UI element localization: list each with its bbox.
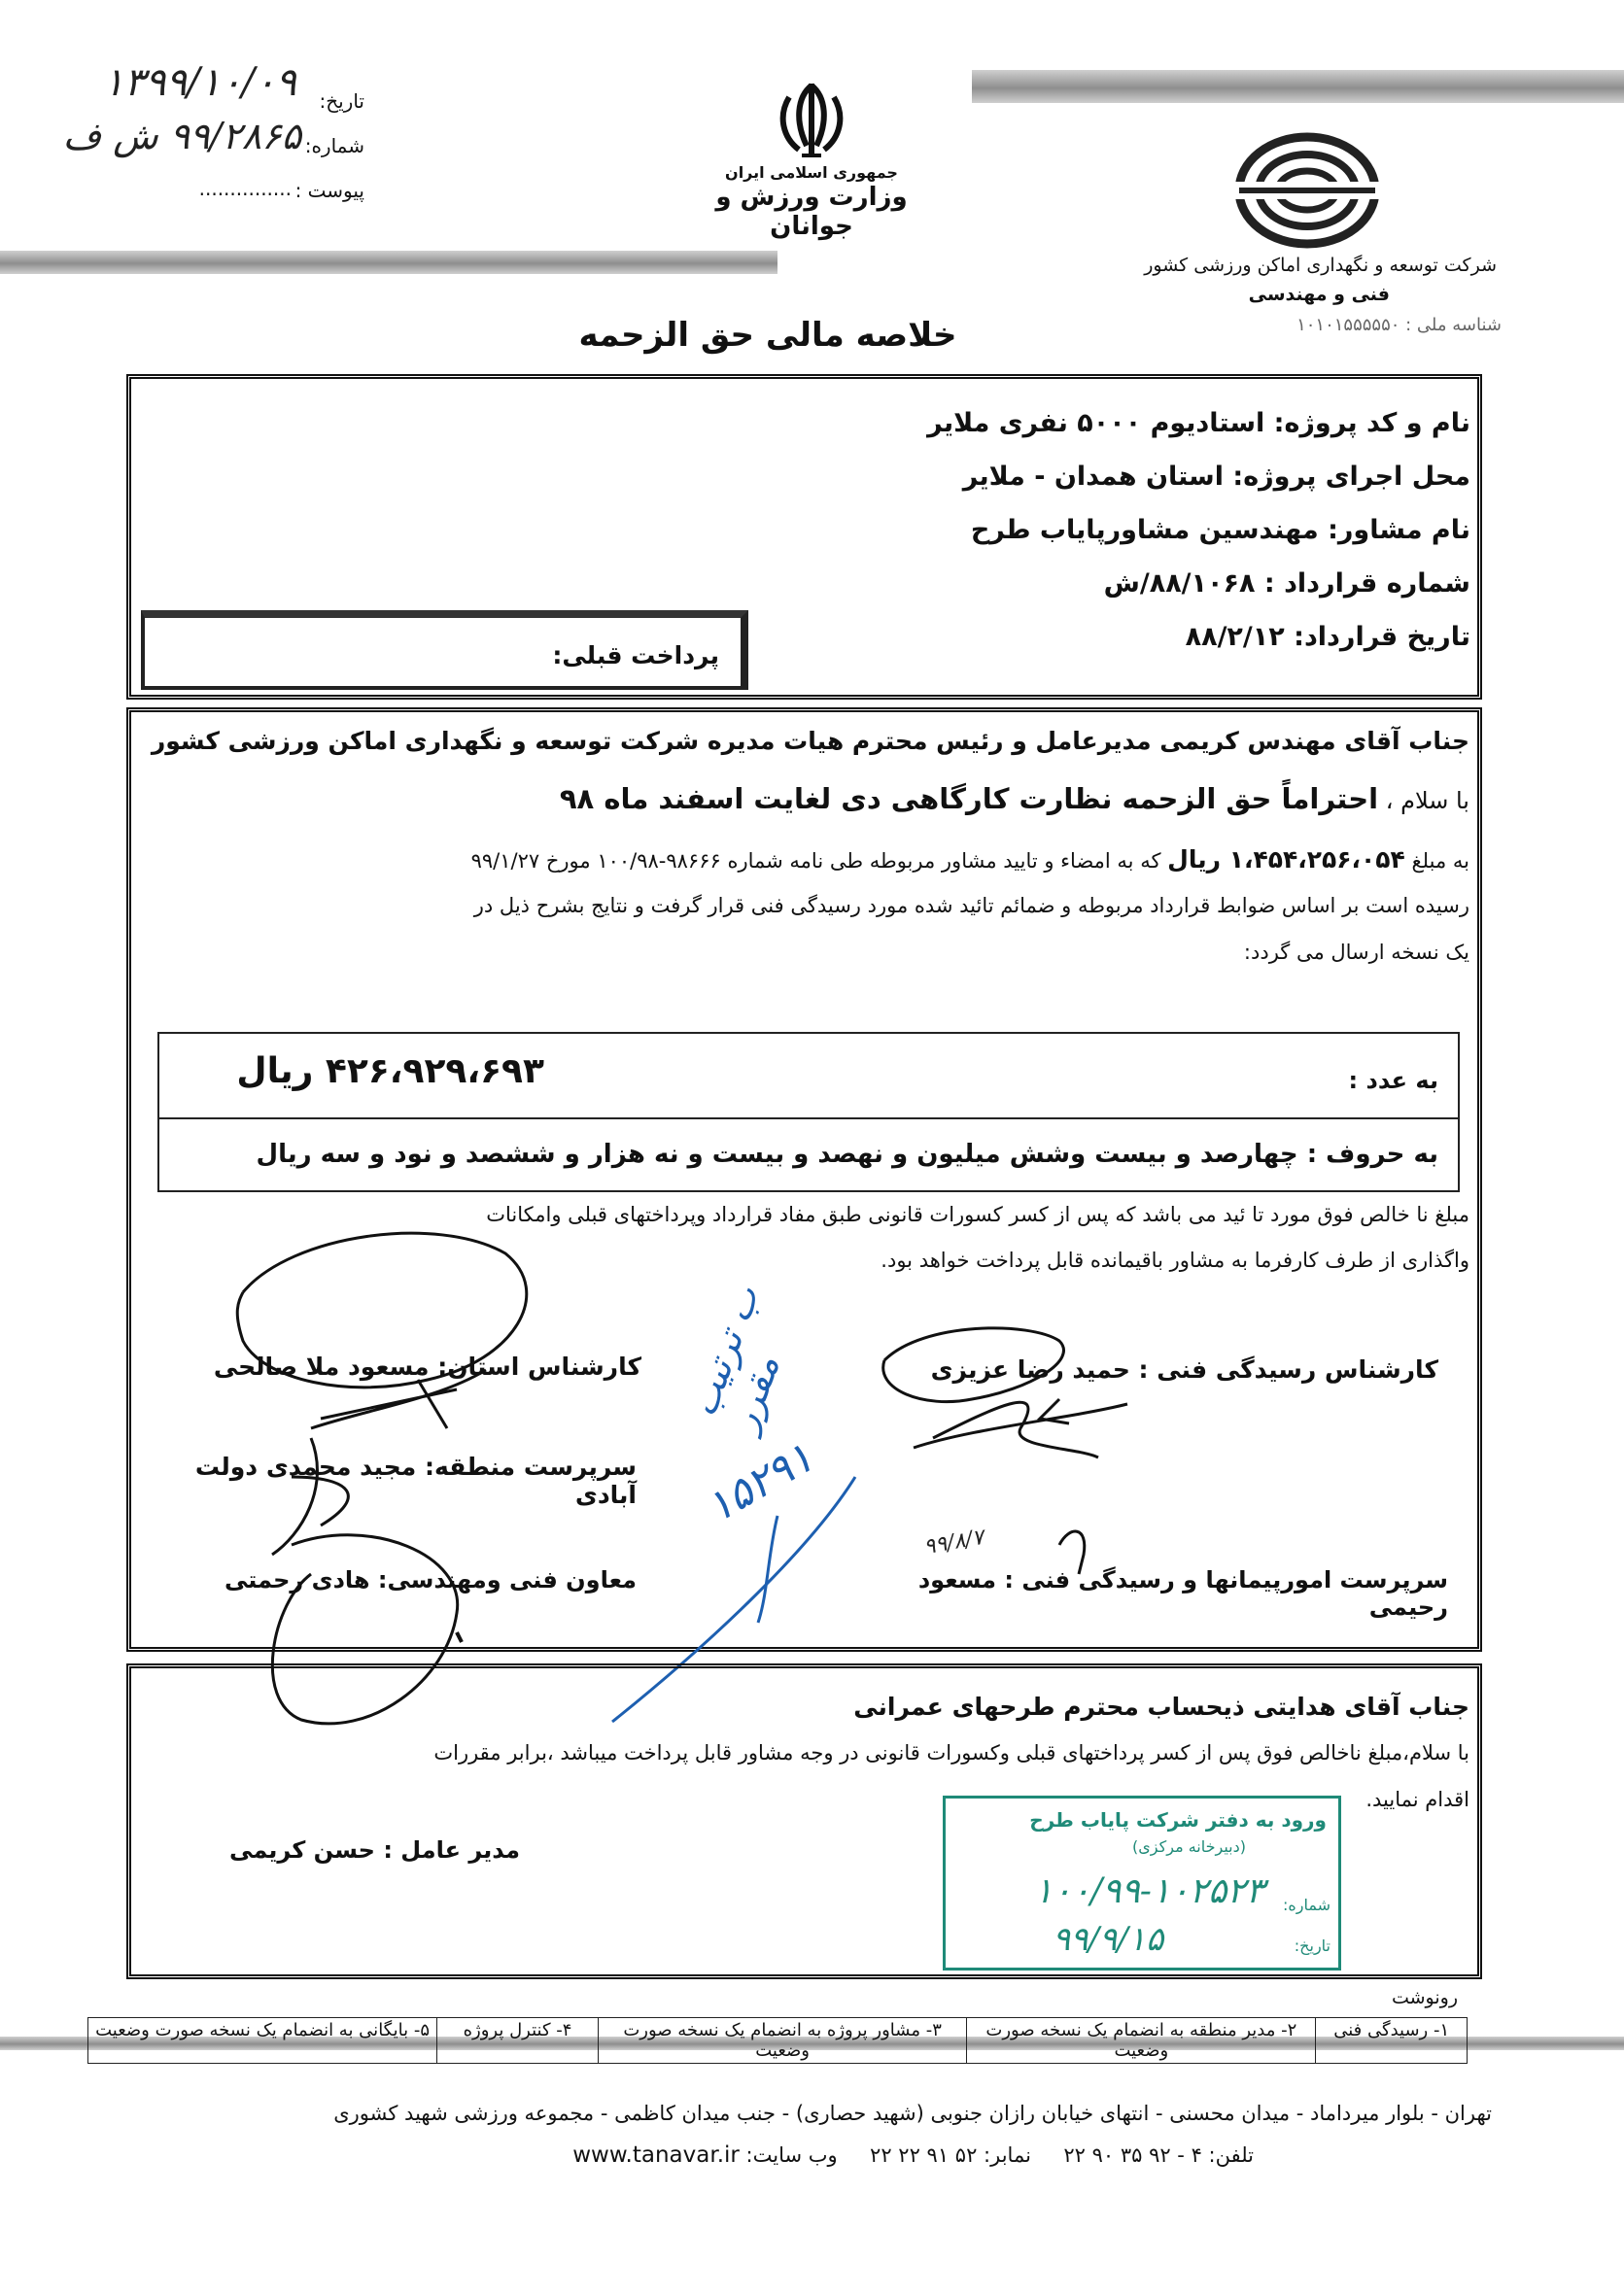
letter-line1-a: به مبلغ [1411, 849, 1469, 873]
finance-body-line-1: با سلام،مبلغ ناخالص فوق پس از کسر پرداختهای قبلی وکسورات قانونی در وجه مشاور قابل پرداخت میباشد ،برابر مقررات [433, 1741, 1469, 1765]
stamp-date-value: ۹۹/۹/۱۵ [1053, 1920, 1164, 1959]
consultant-name [583, 515, 1470, 545]
cc-item-5: ۵- بایگانی به انضمام یک نسخه صورت وضعیت [88, 2018, 437, 2064]
cc-label: رونوشت [1391, 1987, 1458, 2008]
footer-website-link[interactable]: www.tanavar.ir [572, 2142, 740, 2168]
amount-words [175, 1140, 1438, 1169]
amount-digits-value: ۴۲۶،۹۲۹،۶۹۳ ریال [236, 1051, 544, 1091]
project-location-value: استان همدان - ملایر [962, 462, 1224, 492]
handwritten-date: ۹۹/۸/۷ [921, 1525, 986, 1560]
letter-body-line-3: یک نسخه ارسال می گردد: [1243, 941, 1469, 964]
stamp-date-label: تاریخ: [1294, 1936, 1330, 1955]
letter-subject-line [146, 782, 1469, 815]
project-location-label: محل اجرای پروژه: [1232, 462, 1470, 492]
header-decor-band-left [0, 251, 777, 274]
tech-reviewer-signature: کارشناس رسیدگی فنی : حمید رضا عزیزی [930, 1355, 1438, 1384]
letter-addressee: جناب آقای مهندس کریمی مدیرعامل و رئیس محترم هیات مدیره شرکت توسعه و نگهداری اماکن ورزشی کشور [151, 727, 1469, 755]
company-logo-icon [1234, 131, 1380, 250]
deputy-signature: معاون فنی ومهندسی: هادی رحمتی [224, 1566, 637, 1593]
page-title: خلاصه مالی حق الزحمه [578, 316, 957, 355]
contracts-supervisor-signature: سرپرست امورپیمانها و رسیدگی فنی : مسعود رحیمی [917, 1566, 1448, 1621]
project-name-label: نام و کد پروژه: [1273, 408, 1470, 438]
national-id: شناسه ملی : ۱۰۱۰۱۵۵۵۵۵۰ [1296, 315, 1502, 335]
contract-date-label: تاریخ قرارداد: [1294, 622, 1470, 652]
attachment-label: پیوست : [294, 179, 364, 202]
project-location [583, 462, 1470, 492]
finance-body-line-2: اقدام نمایید. [1365, 1788, 1469, 1811]
stamp-number-label: شماره: [1282, 1896, 1330, 1914]
amount-words-label: به حروف : [1306, 1140, 1438, 1169]
region-supervisor-signature: سرپرست منطقه: مجید محمدی دولت آبادی [194, 1453, 637, 1509]
cc-item-1: ۱- رسیدگی فنی [1316, 2018, 1468, 2064]
number-label: شماره: [304, 134, 364, 157]
stamp-number-value: ۱۰۰/۹۹-۱۰۲۵۲۳ [1034, 1871, 1264, 1911]
stamp-subtitle: (دبیرخانه مرکزی) [1132, 1837, 1246, 1856]
footer-website-label: وب سایت: [745, 2143, 838, 2167]
note-line-1: مبلغ نا خالص فوق مورد تا ئید می باشد که پس از کسر کسورات قانونی طبق مفاد قرارداد وپرداختهای قبلی وامکانات [486, 1203, 1469, 1226]
cc-item-3: ۳- مشاور پروژه به انضمام یک نسخه صورت وضعیت [598, 2018, 966, 2064]
ceo-signature: مدیر عامل : حسن کریمی [229, 1836, 520, 1864]
contract-number-label: شماره قرارداد : [1263, 568, 1470, 599]
header-number-row [39, 115, 364, 169]
amount-divider [159, 1117, 1458, 1119]
header-attachment-row [39, 177, 364, 206]
department-name: فنی و مهندسی [1248, 284, 1390, 305]
footer-phone: تلفن: ۴ - ۹۲ ۳۵ ۹۰ ۲۲ [1063, 2143, 1254, 2167]
handwritten-number: ۱۵۲۹۱ [697, 1432, 822, 1533]
consultant-label: نام مشاور: [1328, 515, 1470, 545]
project-name [583, 408, 1470, 438]
stamp-title: ورود به دفتر شرکت پایاب طرح [1029, 1808, 1327, 1832]
cc-item-4: ۴- کنترل پروژه [437, 2018, 599, 2064]
emblem-caption: جمهوری اسلامی ایران [725, 163, 898, 182]
finance-addressee: جناب آقای هدایتی ذیحساب محترم طرحهای عمرانی [853, 1693, 1469, 1721]
amount-digits-label: به عدد : [1348, 1067, 1438, 1094]
date-value: ۱۳۹۹/۱۰/۰۹ [103, 60, 296, 105]
letter-body-line-2: رسیده است بر اساس ضوابط قرارداد مربوطه و ضمائم تائید شده مورد رسیدگی فنی قرار گرفت و نتایج بشرح ذیل در [473, 894, 1469, 917]
footer-address: تهران - بلوار میرداماد - میدان محسنی - انتهای خیابان رازان جنوبی (شهید حصاری) - جنب میدان کاظمی - مجموعه ورزشی شهید کشوری [333, 2102, 1492, 2125]
province-expert-signature [146, 1353, 641, 1381]
cc-table [87, 2017, 1468, 2064]
number-value: ۹۹/۲۸۶۵ ش ف [62, 115, 301, 157]
letter-body-line-1 [146, 845, 1469, 874]
letter-greeting: با سلام ، [1385, 787, 1469, 814]
footer-contact [389, 2142, 1254, 2168]
header-date-row [39, 58, 364, 113]
contract-date-value: ۸۸/۲/۱۲ [1185, 622, 1285, 652]
header-decor-band-right [972, 70, 1624, 103]
date-label: تاریخ: [319, 89, 364, 113]
receipt-stamp [943, 1796, 1341, 1970]
footer-fax: نمابر: ۵۲ ۹۱ ۲۲ ۲۲ [870, 2143, 1031, 2167]
ministry-name: وزارت ورزش و جوانان [715, 183, 908, 241]
amount-words-value: چهارصد و بیست وشش میلیون و نهصد و بیست و نه هزار و ششصد و نود و سه ریال [256, 1140, 1298, 1169]
project-name-value: استادیوم ۵۰۰۰ نفری ملایر [927, 408, 1265, 438]
letter-line1-amount: ۱،۴۵۴،۲۵۶،۰۵۴ ریال [1167, 845, 1405, 874]
contract-number [583, 568, 1470, 599]
letter-line1-b: که به امضاء و تایید مشاور مربوطه طی نامه شماره ۹۸۶۶۶-۱۰۰/۹۸ مورخ ۹۹/۱/۲۷ [470, 849, 1161, 873]
iran-emblem-icon [768, 78, 855, 165]
contract-number-value: ۸۸/۱۰۶۸/ش [1103, 568, 1256, 599]
note-line-2: واگذاری از طرف کارفرما به مشاور باقیمانده قابل پرداخت خواهد بود. [881, 1249, 1469, 1272]
attachment-value: ............... [198, 177, 292, 200]
province-expert-name: مسعود ملا صالحی [213, 1353, 430, 1381]
previous-payment-label: پرداخت قبلی: [552, 641, 719, 669]
cc-item-2: ۲- مدیر منطقه به انضمام یک نسخه صورت وضعیت [967, 2018, 1316, 2064]
handwritten-note: ب ترتیب مقرر [681, 1280, 788, 1437]
company-name: شرکت توسعه و نگهداری اماکن ورزشی کشور [1144, 255, 1497, 276]
letter-subject: احتراماً حق الزحمه نظارت کارگاهی دی لغایت اسفند ماه ۹۸ [559, 782, 1379, 815]
consultant-value: مهندسین مشاورپایاب طرح [970, 515, 1319, 545]
province-expert-label: کارشناس استان: [437, 1353, 641, 1381]
